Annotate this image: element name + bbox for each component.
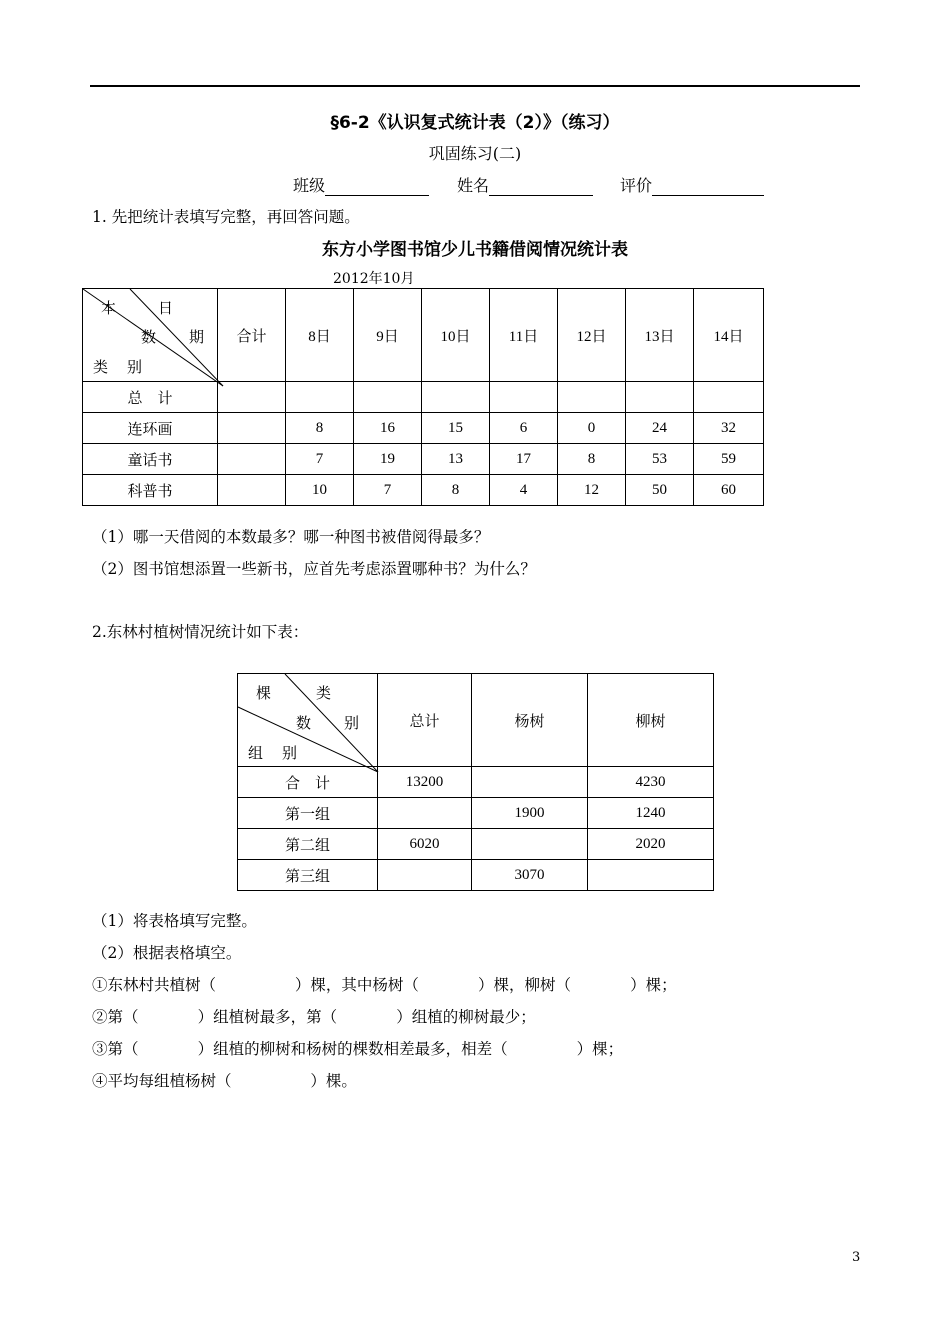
page-subtitle: 巩固练习(二) (428, 144, 522, 163)
class-blank[interactable] (325, 177, 429, 196)
diag-label-zu: 组 (248, 746, 264, 762)
row-label: 第一组 (238, 798, 378, 829)
table-cell: 32 (694, 413, 764, 444)
column-header: 合计 (218, 289, 286, 382)
table-row (238, 860, 714, 891)
diag-label-ri: 日 (158, 301, 174, 317)
table-cell[interactable] (490, 382, 558, 413)
column-header: 杨树 (472, 674, 588, 767)
rating-label: 评价 (620, 176, 653, 195)
diag-label-bie: 别 (344, 716, 360, 732)
table-cell[interactable] (472, 829, 588, 860)
table-cell: 6020 (378, 829, 472, 860)
question-2-prompt: 2.东林村植树情况统计如下表： (92, 623, 309, 641)
column-header: 11日 (490, 289, 558, 382)
class-label: 班级 (293, 176, 326, 195)
table-cell[interactable] (218, 475, 286, 506)
row-label: 总 计 (83, 382, 218, 413)
table-cell[interactable] (218, 444, 286, 475)
column-header: 总计 (378, 674, 472, 767)
table-cell: 4230 (588, 767, 714, 798)
column-header: 14日 (694, 289, 764, 382)
table-date: 2012年10月 (333, 271, 415, 287)
fill-blank-4: ④平均每组植杨树（ ）棵。 (92, 1072, 357, 1090)
question-2-sub-2: （2）根据表格填空。 (92, 944, 242, 962)
row-label: 第三组 (238, 860, 378, 891)
column-header: 12日 (558, 289, 626, 382)
table-cell: 7 (354, 475, 422, 506)
table-cell: 8 (286, 413, 354, 444)
table-cell: 16 (354, 413, 422, 444)
column-header: 13日 (626, 289, 694, 382)
diag-label-ke: 棵 (256, 686, 272, 702)
table-cell[interactable] (378, 798, 472, 829)
table-cell: 19 (354, 444, 422, 475)
table-cell: 8 (558, 444, 626, 475)
table-cell[interactable] (286, 382, 354, 413)
rating-blank[interactable] (652, 177, 764, 196)
table-row (83, 444, 764, 475)
table-cell[interactable] (694, 382, 764, 413)
diag-label-lei: 类 (93, 360, 109, 376)
name-label: 姓名 (457, 176, 490, 195)
table-row (83, 413, 764, 444)
page-title: §6-2《认识复式统计表（2）》（练习） (330, 113, 620, 133)
diag-label-shu: 数 (296, 716, 312, 732)
question-1-sub-2: （2）图书馆想添置一些新书，应首先考虑添置哪种书？为什么？ (92, 560, 536, 578)
table-cell: 12 (558, 475, 626, 506)
diag-label-lei: 类 (316, 686, 332, 702)
row-label: 童话书 (83, 444, 218, 475)
diagonal-header-cell (83, 289, 218, 382)
diag-label-qi: 期 (189, 330, 205, 346)
table-cell: 3070 (472, 860, 588, 891)
diag-label-ben: 本 (101, 301, 117, 317)
table-cell: 6 (490, 413, 558, 444)
table-cell: 13200 (378, 767, 472, 798)
row-label: 第二组 (238, 829, 378, 860)
diag-label-bie: 别 (127, 360, 143, 376)
table-cell: 0 (558, 413, 626, 444)
table-cell: 53 (626, 444, 694, 475)
tree-planting-table (237, 673, 714, 891)
name-blank[interactable] (489, 177, 593, 196)
table-cell: 1900 (472, 798, 588, 829)
table-cell[interactable] (218, 413, 286, 444)
column-header: 柳树 (588, 674, 714, 767)
table-header-row (238, 674, 714, 767)
class-field (293, 173, 429, 196)
table-header-row (83, 289, 764, 382)
row-label: 科普书 (83, 475, 218, 506)
table-cell[interactable] (588, 860, 714, 891)
table-cell: 24 (626, 413, 694, 444)
table-cell: 13 (422, 444, 490, 475)
table-cell: 10 (286, 475, 354, 506)
page-number: 3 (852, 1250, 861, 1265)
table-row (238, 798, 714, 829)
table-cell[interactable] (218, 382, 286, 413)
library-table-title: 东方小学图书馆少儿书籍借阅情况统计表 (322, 240, 628, 260)
column-header: 10日 (422, 289, 490, 382)
table-cell[interactable] (558, 382, 626, 413)
question-2-sub-1: （1）将表格填写完整。 (92, 912, 257, 930)
column-header: 9日 (354, 289, 422, 382)
library-borrow-table (82, 288, 764, 506)
table-cell: 7 (286, 444, 354, 475)
row-label: 连环画 (83, 413, 218, 444)
fill-blank-1: ①东林村共植树（ ）棵，其中杨树（ ）棵，柳树（ ）棵； (92, 976, 677, 994)
diagonal-header-cell (238, 674, 378, 767)
table-cell[interactable] (422, 382, 490, 413)
table-row (83, 475, 764, 506)
column-header: 8日 (286, 289, 354, 382)
table-cell[interactable] (472, 767, 588, 798)
rating-field (620, 173, 764, 196)
table-cell: 1240 (588, 798, 714, 829)
question-1-prompt: 1. 先把统计表填写完整，再回答问题。 (92, 208, 360, 226)
row-label: 合 计 (238, 767, 378, 798)
table-row (238, 829, 714, 860)
table-cell: 17 (490, 444, 558, 475)
table-cell: 15 (422, 413, 490, 444)
table-cell: 8 (422, 475, 490, 506)
diag-label-bie2: 别 (282, 746, 298, 762)
table-cell: 59 (694, 444, 764, 475)
table-cell[interactable] (378, 860, 472, 891)
fill-blank-3: ③第（ ）组植的柳树和杨树的棵数相差最多，相差（ ）棵； (92, 1040, 624, 1058)
fill-blank-2: ②第（ ）组植树最多，第（ ）组植的柳树最少； (92, 1008, 536, 1026)
name-field (457, 173, 593, 196)
table-cell: 60 (694, 475, 764, 506)
table-cell: 50 (626, 475, 694, 506)
table-cell[interactable] (626, 382, 694, 413)
table-cell[interactable] (354, 382, 422, 413)
diag-label-shu: 数 (141, 330, 157, 346)
top-rule (90, 85, 860, 87)
table-cell: 2020 (588, 829, 714, 860)
table-cell: 4 (490, 475, 558, 506)
question-1-sub-1: （1）哪一天借阅的本数最多？哪一种图书被借阅得最多？ (92, 528, 490, 546)
